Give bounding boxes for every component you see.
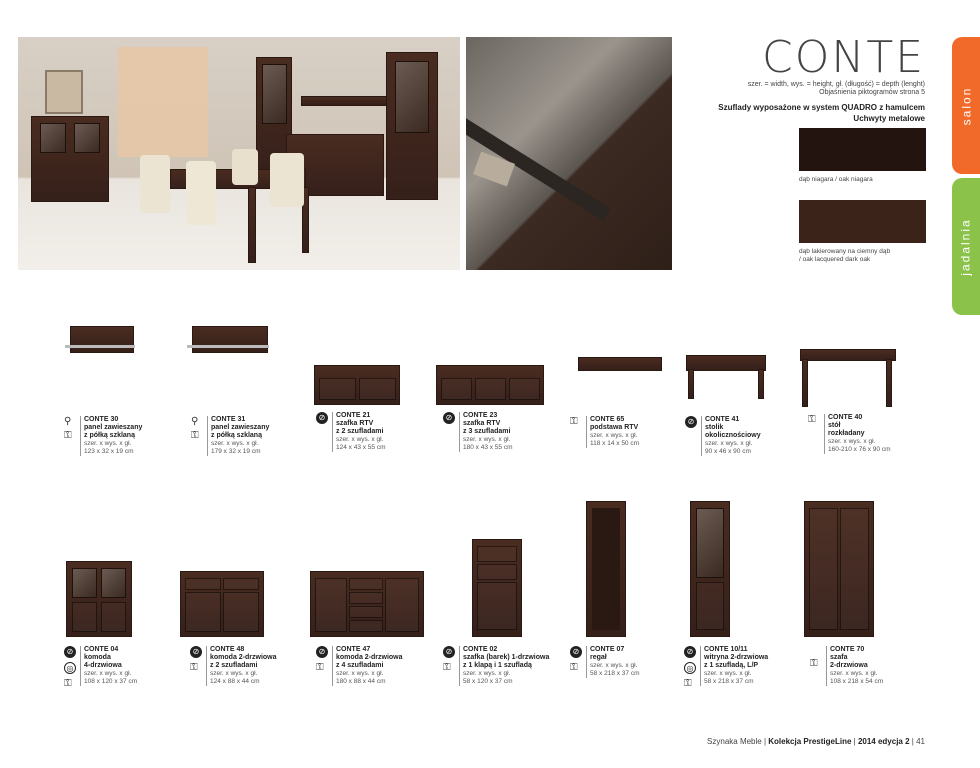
- dims-label: szer. x wys. x gł.: [84, 440, 132, 447]
- product-image-conte-47: [310, 571, 424, 637]
- dims-value: 180 x 43 x 55 cm: [463, 444, 513, 451]
- product-name: szafka (barek) 1-drzwiowa: [463, 654, 550, 661]
- drawer-brake-icon: ⊘: [443, 412, 455, 424]
- product-name-2: rozkładany: [828, 430, 865, 437]
- product-code: CONTE 02: [463, 646, 498, 653]
- pictogram-note: Objaśnienia piktogramów strona 5: [819, 89, 925, 96]
- drawer-brake-icon: ⊘: [684, 646, 696, 658]
- product-image-conte-41: [686, 355, 766, 403]
- finish-label-lacquered-1: dąb lakierowany na ciemny dąb: [799, 248, 891, 255]
- tab-jadalnia[interactable]: [952, 178, 980, 315]
- product-name: szafa: [830, 654, 848, 661]
- product-code: CONTE 48: [210, 646, 245, 653]
- dims-label: szer. x wys. x gł.: [211, 440, 259, 447]
- footer-brand: Szynaka Meble: [707, 737, 762, 746]
- product-code: CONTE 65: [590, 416, 625, 423]
- drawer-brake-icon: ⊘: [570, 646, 582, 658]
- product-name: witryna 2-drzwiowa: [704, 654, 769, 661]
- assembly-key-icon: ⚿: [570, 662, 578, 673]
- product-image-conte-30: [70, 326, 134, 353]
- assembly-key-icon: ⚿: [570, 416, 578, 427]
- dims-value: 108 x 120 x 37 cm: [84, 678, 138, 685]
- product-name: podstawa RTV: [590, 424, 639, 431]
- product-name: panel zawieszany: [84, 424, 143, 431]
- product-image-conte-65: [578, 357, 662, 371]
- product-image-conte-31: [192, 326, 268, 353]
- assembly-key-icon: ⚿: [684, 678, 692, 689]
- wall-mount-icon: ⚲: [191, 416, 199, 427]
- feature-drawers: Szuflady wyposażone w system QUADRO z hamulcem: [718, 103, 925, 112]
- product-name: szafka RTV: [336, 420, 374, 427]
- tab-salon[interactable]: [952, 37, 980, 174]
- product-name-2: z 2 szufladami: [336, 428, 384, 435]
- drawer-brake-icon: ⊘: [685, 416, 697, 428]
- dims-label: szer. x wys. x gł.: [210, 670, 258, 677]
- dims-value: 123 x 32 x 19 cm: [84, 448, 134, 455]
- assembly-key-icon: ⚿: [190, 662, 198, 673]
- dims-label: szer. x wys. x gł.: [84, 670, 132, 677]
- drawer-brake-icon: ⊘: [64, 646, 76, 658]
- assembly-key-icon: ⚿: [64, 430, 72, 441]
- dims-label: szer. x wys. x gł.: [590, 662, 638, 669]
- dims-value: 160-210 x 76 x 90 cm: [828, 446, 891, 453]
- page-footer: Szynaka Meble | Kolekcja PrestigeLine | 2014 edycja 2 | 41: [707, 737, 925, 746]
- product-name: stolik: [705, 424, 724, 431]
- product-image-conte-02: [472, 539, 522, 637]
- lighting-icon: ◎: [64, 662, 76, 674]
- product-code: CONTE 40: [828, 414, 863, 421]
- product-name: komoda: [84, 654, 111, 661]
- tab-salon-label: salon: [959, 86, 973, 125]
- product-image-conte-40: [800, 349, 896, 409]
- product-name: panel zawieszany: [211, 424, 270, 431]
- collection-title: CONTE: [762, 32, 925, 83]
- product-name-2: 2-drzwiowa: [830, 662, 868, 669]
- footer-collection: Kolekcja PrestigeLine: [768, 737, 852, 746]
- detail-photo: [466, 37, 672, 270]
- dims-label: szer. x wys. x gł.: [336, 436, 384, 443]
- footer-edition: 2014 edycja 2: [857, 737, 910, 746]
- product-code: CONTE 70: [830, 646, 865, 653]
- product-name-2: 4-drzwiowa: [84, 662, 122, 669]
- product-image-conte-10-11: [690, 501, 730, 637]
- product-image-conte-07: [586, 501, 626, 637]
- product-name: regał: [590, 654, 607, 661]
- assembly-key-icon: ⚿: [191, 430, 199, 441]
- assembly-key-icon: ⚿: [808, 414, 816, 425]
- dims-value: 90 x 46 x 90 cm: [705, 448, 751, 455]
- lighting-icon: ◎: [684, 662, 696, 674]
- drawer-brake-icon: ⊘: [316, 646, 328, 658]
- dims-value: 180 x 88 x 44 cm: [336, 678, 386, 685]
- dims-value: 118 x 14 x 50 cm: [590, 440, 640, 447]
- dims-label: szer. x wys. x gł.: [336, 670, 384, 677]
- product-image-conte-70: [804, 501, 874, 637]
- dims-label: szer. x wys. x gł.: [463, 436, 511, 443]
- product-code: CONTE 31: [211, 416, 246, 423]
- finish-swatch-niagara: [799, 128, 926, 171]
- product-name-2: z 3 szufladami: [463, 428, 511, 435]
- product-image-conte-21: [314, 365, 400, 405]
- dims-value: 58 x 120 x 37 cm: [463, 678, 513, 685]
- dims-value: 58 x 218 x 37 cm: [704, 678, 754, 685]
- product-image-conte-04: [66, 561, 132, 637]
- drawer-brake-icon: ⊘: [316, 412, 328, 424]
- product-name-2: z 2 szufladami: [210, 662, 258, 669]
- dims-label: szer. x wys. x gł.: [828, 438, 876, 445]
- wall-mount-icon: ⚲: [64, 416, 72, 427]
- product-name: komoda 2-drzwiowa: [210, 654, 277, 661]
- product-name: stół: [828, 422, 841, 429]
- tab-jadalnia-label: jadalnia: [959, 217, 973, 276]
- product-code: CONTE 23: [463, 412, 498, 419]
- dims-value: 108 x 218 x 54 cm: [830, 678, 884, 685]
- finish-swatch-lacquered: [799, 200, 926, 243]
- assembly-key-icon: ⚿: [316, 662, 324, 673]
- product-name-2: z 1 szufladą, L/P: [704, 662, 759, 669]
- product-image-conte-23: [436, 365, 544, 405]
- product-name-2: z półką szklaną: [211, 432, 262, 439]
- product-name: komoda 2-drzwiowa: [336, 654, 403, 661]
- product-name-2: z 1 klapą i 1 szufladą: [463, 662, 532, 669]
- drawer-brake-icon: ⊘: [443, 646, 455, 658]
- product-code: CONTE 10/11: [704, 646, 748, 653]
- product-code: CONTE 07: [590, 646, 625, 653]
- product-name: szafka RTV: [463, 420, 501, 427]
- dims-value: 58 x 218 x 37 cm: [590, 670, 640, 677]
- dims-label: szer. x wys. x gł.: [590, 432, 638, 439]
- product-name-2: okolicznościowy: [705, 432, 761, 439]
- product-code: CONTE 04: [84, 646, 119, 653]
- dimension-legend: szer. = width, wys. = height, gł. (długość) = depth (lenght): [747, 81, 925, 88]
- dims-label: szer. x wys. x gł.: [704, 670, 752, 677]
- assembly-key-icon: ⚿: [64, 678, 72, 689]
- product-name-2: z 4 szufladami: [336, 662, 384, 669]
- feature-handles: Uchwyty metalowe: [853, 114, 925, 123]
- room-photo: [18, 37, 460, 270]
- dims-value: 179 x 32 x 19 cm: [211, 448, 261, 455]
- product-name-2: z półką szklaną: [84, 432, 135, 439]
- dims-label: szer. x wys. x gł.: [463, 670, 511, 677]
- finish-label-niagara: dąb niagara / oak niagara: [799, 176, 873, 183]
- product-code: CONTE 21: [336, 412, 371, 419]
- dims-value: 124 x 43 x 55 cm: [336, 444, 386, 451]
- assembly-key-icon: ⚿: [810, 658, 818, 669]
- dims-value: 124 x 88 x 44 cm: [210, 678, 260, 685]
- product-image-conte-48: [180, 571, 264, 637]
- product-code: CONTE 30: [84, 416, 119, 423]
- finish-label-lacquered-2: / oak lacquered dark oak: [799, 256, 871, 263]
- drawer-brake-icon: ⊘: [190, 646, 202, 658]
- dims-label: szer. x wys. x gł.: [705, 440, 753, 447]
- assembly-key-icon: ⚿: [443, 662, 451, 673]
- page-number: 41: [916, 737, 925, 746]
- product-code: CONTE 41: [705, 416, 740, 423]
- product-code: CONTE 47: [336, 646, 371, 653]
- dims-label: szer. x wys. x gł.: [830, 670, 878, 677]
